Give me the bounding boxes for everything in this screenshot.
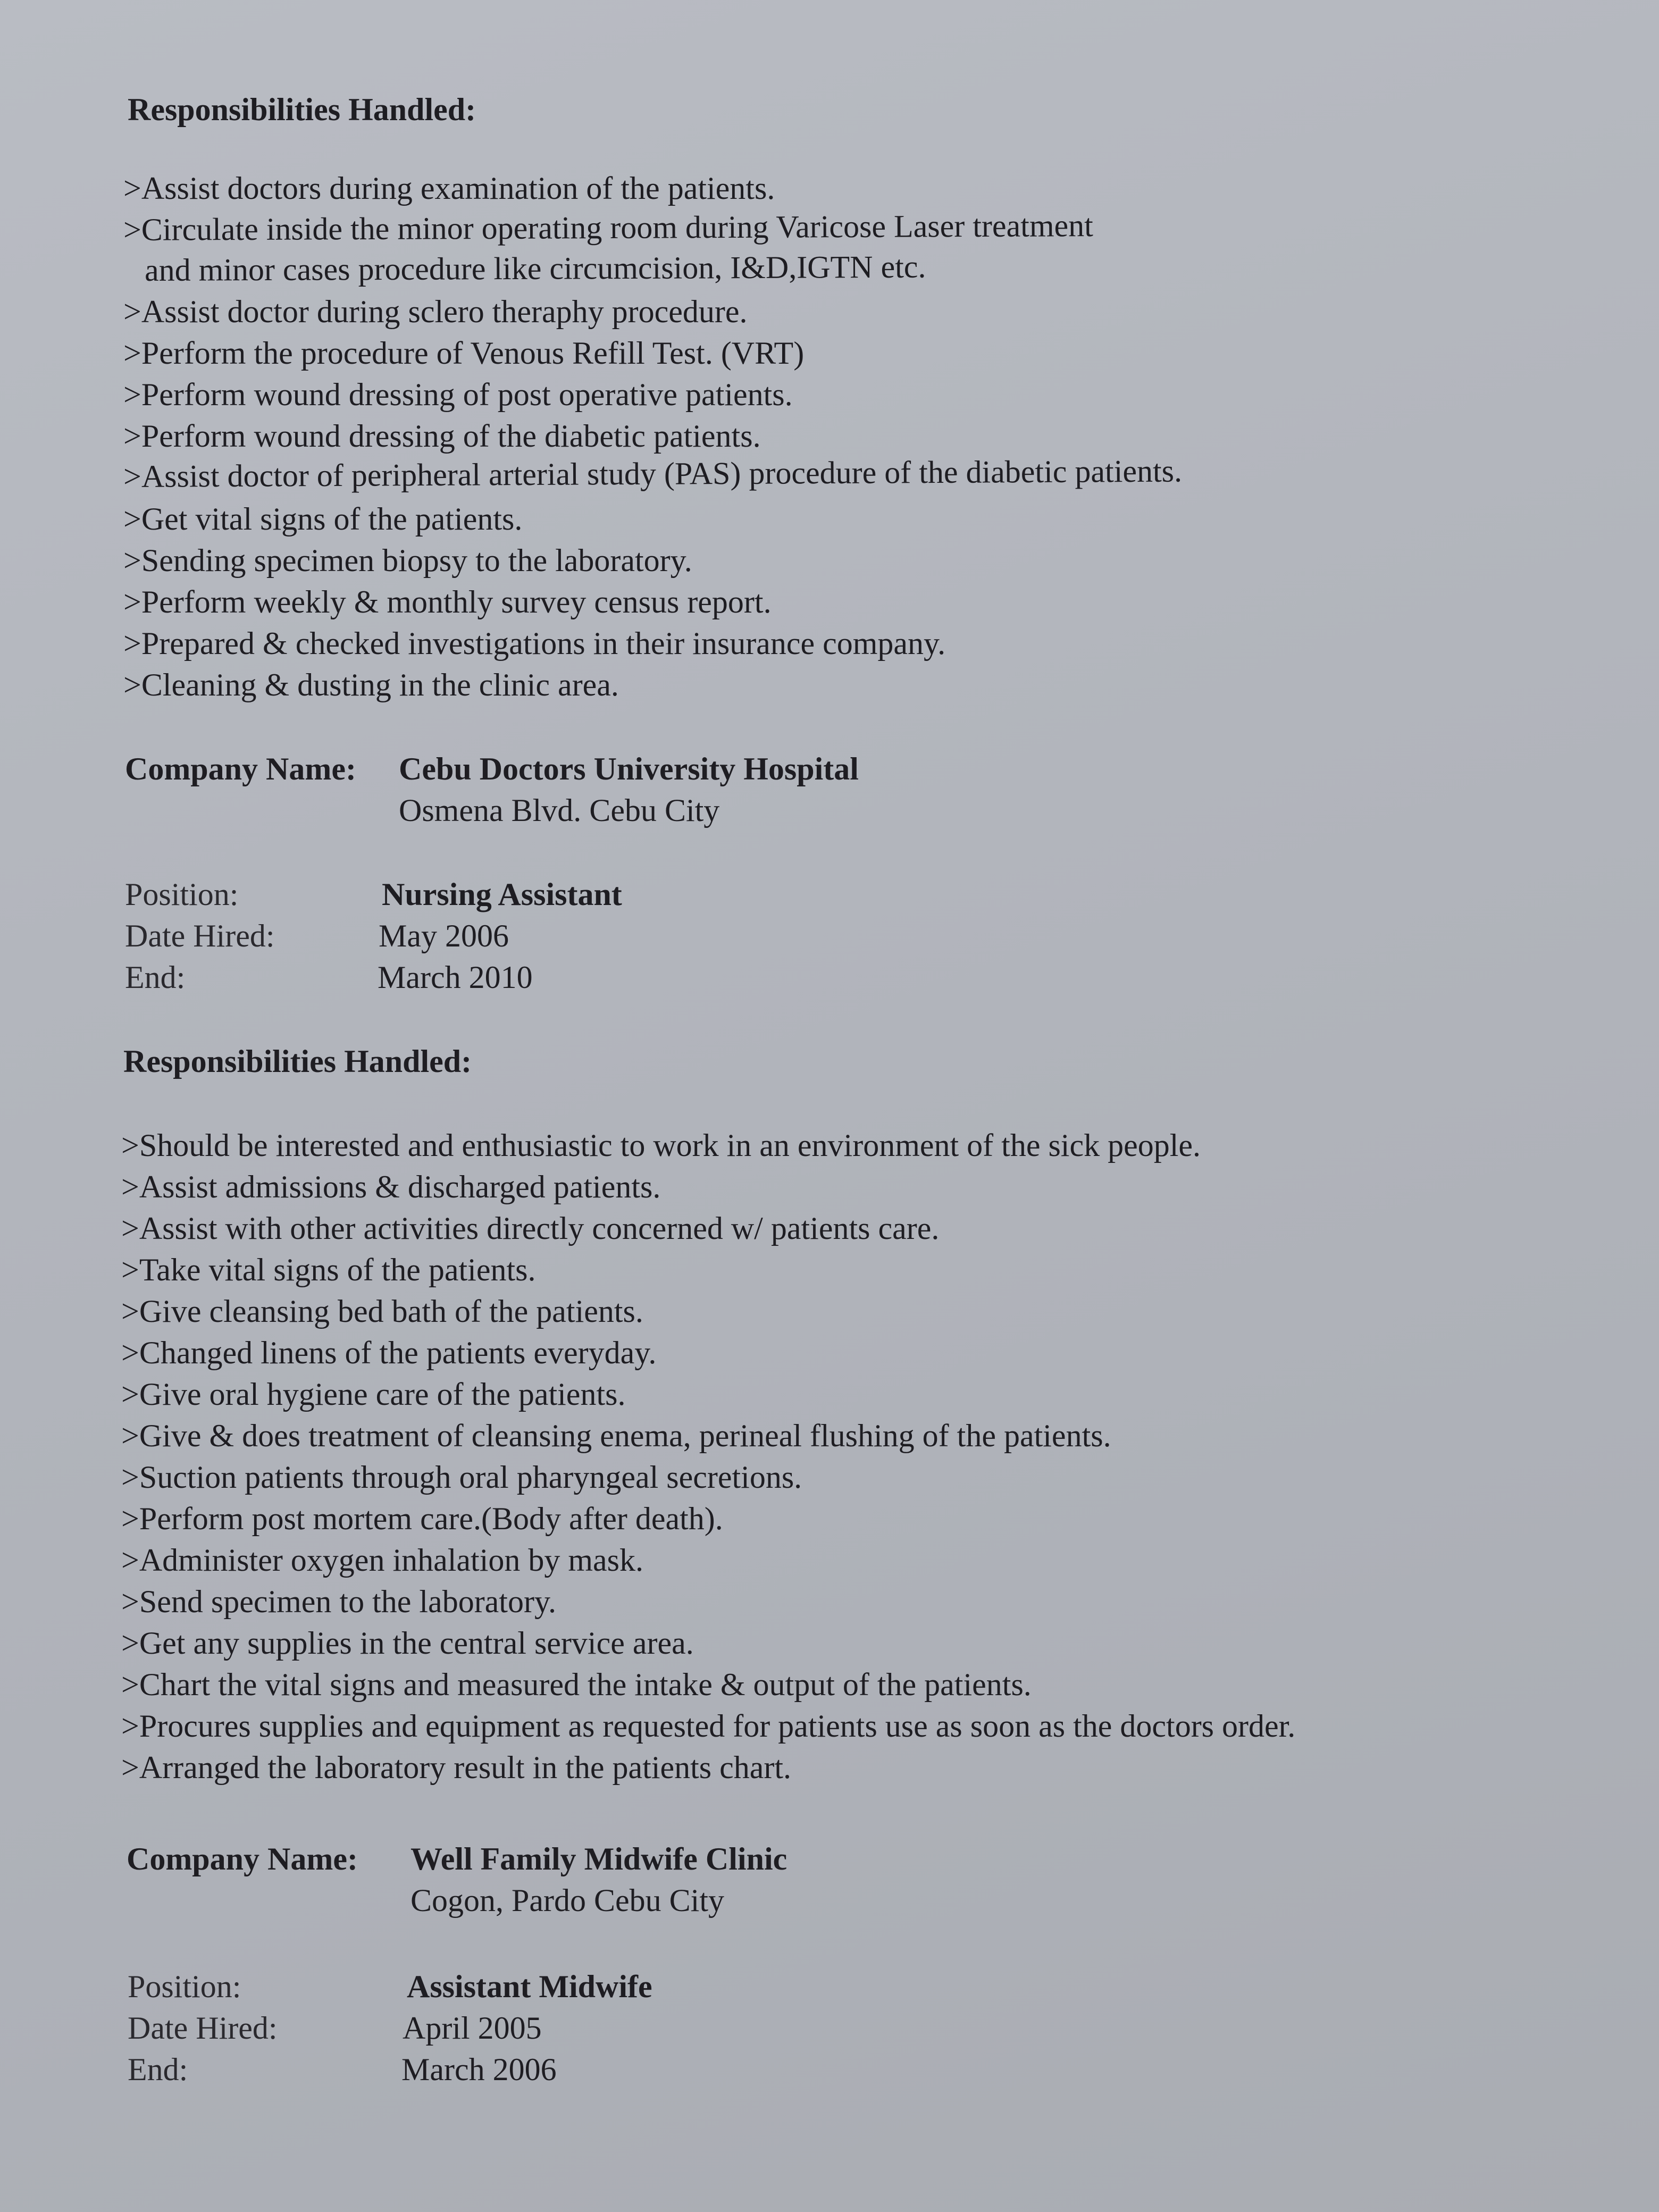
list-item: >Changed linens of the patients everyday. — [121, 1335, 657, 1370]
list-item: >Sending specimen biopsy to the laboratory. — [123, 543, 692, 578]
list-item: >Get vital signs of the patients. — [123, 501, 523, 537]
position-label: Position: — [125, 877, 239, 912]
responsibilities-heading: Responsibilities Handled: — [128, 92, 476, 127]
company-label: Company Name: — [127, 1841, 358, 1876]
company-address: Cogon, Pardo Cebu City — [410, 1883, 725, 1918]
responsibilities-heading: Responsibilities Handled: — [123, 1044, 472, 1079]
list-item-continuation: and minor cases procedure like circumcision, I&D,IGTN etc. — [144, 249, 926, 288]
end-label: End: — [125, 960, 186, 995]
date-hired-label: Date Hired: — [128, 2010, 278, 2046]
list-item: >Assist doctor during sclero theraphy procedure. — [123, 294, 748, 329]
list-item: >Perform post mortem care.(Body after death). — [121, 1501, 723, 1536]
list-item: >Should be interested and enthusiastic to work in an environment of the sick people. — [121, 1128, 1201, 1163]
list-item: >Perform weekly & monthly survey census report. — [123, 584, 772, 619]
date-hired-value: May 2006 — [379, 918, 509, 953]
list-item: >Arranged the laboratory result in the patients chart. — [121, 1750, 792, 1785]
list-item: >Assist with other activities directly concerned w/ patients care. — [121, 1211, 940, 1246]
list-item: >Cleaning & dusting in the clinic area. — [123, 667, 619, 702]
end-value: March 2010 — [378, 960, 533, 995]
end-value: March 2006 — [401, 2052, 557, 2087]
list-item: >Prepared & checked investigations in their insurance company. — [123, 626, 946, 661]
list-item: >Give & does treatment of cleansing enema, perineal flushing of the patients. — [121, 1418, 1111, 1453]
list-item: >Perform wound dressing of the diabetic patients. — [123, 418, 761, 454]
position-value: Assistant Midwife — [407, 1969, 652, 2004]
list-item: >Give oral hygiene care of the patients. — [121, 1377, 626, 1412]
list-item: >Assist doctor of peripheral arterial study (PAS) procedure of the diabetic patients. — [123, 453, 1183, 494]
company-address: Osmena Blvd. Cebu City — [399, 793, 720, 828]
list-item: >Take vital signs of the patients. — [121, 1252, 536, 1287]
end-label: End: — [128, 2052, 188, 2087]
position-value: Nursing Assistant — [382, 877, 622, 912]
list-item: >Procures supplies and equipment as requested for patients use as soon as the doctors order. — [121, 1708, 1296, 1744]
list-item: >Administer oxygen inhalation by mask. — [121, 1543, 644, 1578]
list-item: >Get any supplies in the central service area. — [121, 1626, 694, 1661]
company-label: Company Name: — [125, 751, 356, 786]
list-item: >Perform wound dressing of post operative patients. — [123, 377, 793, 412]
list-item: >Assist admissions & discharged patients. — [121, 1169, 661, 1204]
list-item: >Circulate inside the minor operating room during Varicose Laser treatment — [123, 208, 1093, 247]
list-item: >Give cleansing bed bath of the patients. — [121, 1294, 643, 1329]
position-label: Position: — [128, 1969, 241, 2004]
list-item: >Assist doctors during examination of the patients. — [123, 171, 775, 206]
list-item: >Perform the procedure of Venous Refill Test. (VRT) — [123, 336, 805, 371]
date-hired-label: Date Hired: — [125, 918, 275, 953]
company-name: Cebu Doctors University Hospital — [399, 751, 859, 786]
list-item: >Chart the vital signs and measured the intake & output of the patients. — [121, 1667, 1032, 1702]
list-item: >Suction patients through oral pharyngeal secretions. — [121, 1460, 802, 1495]
date-hired-value: April 2005 — [403, 2010, 542, 2046]
list-item: >Send specimen to the laboratory. — [121, 1584, 557, 1619]
company-name: Well Family Midwife Clinic — [410, 1841, 787, 1876]
